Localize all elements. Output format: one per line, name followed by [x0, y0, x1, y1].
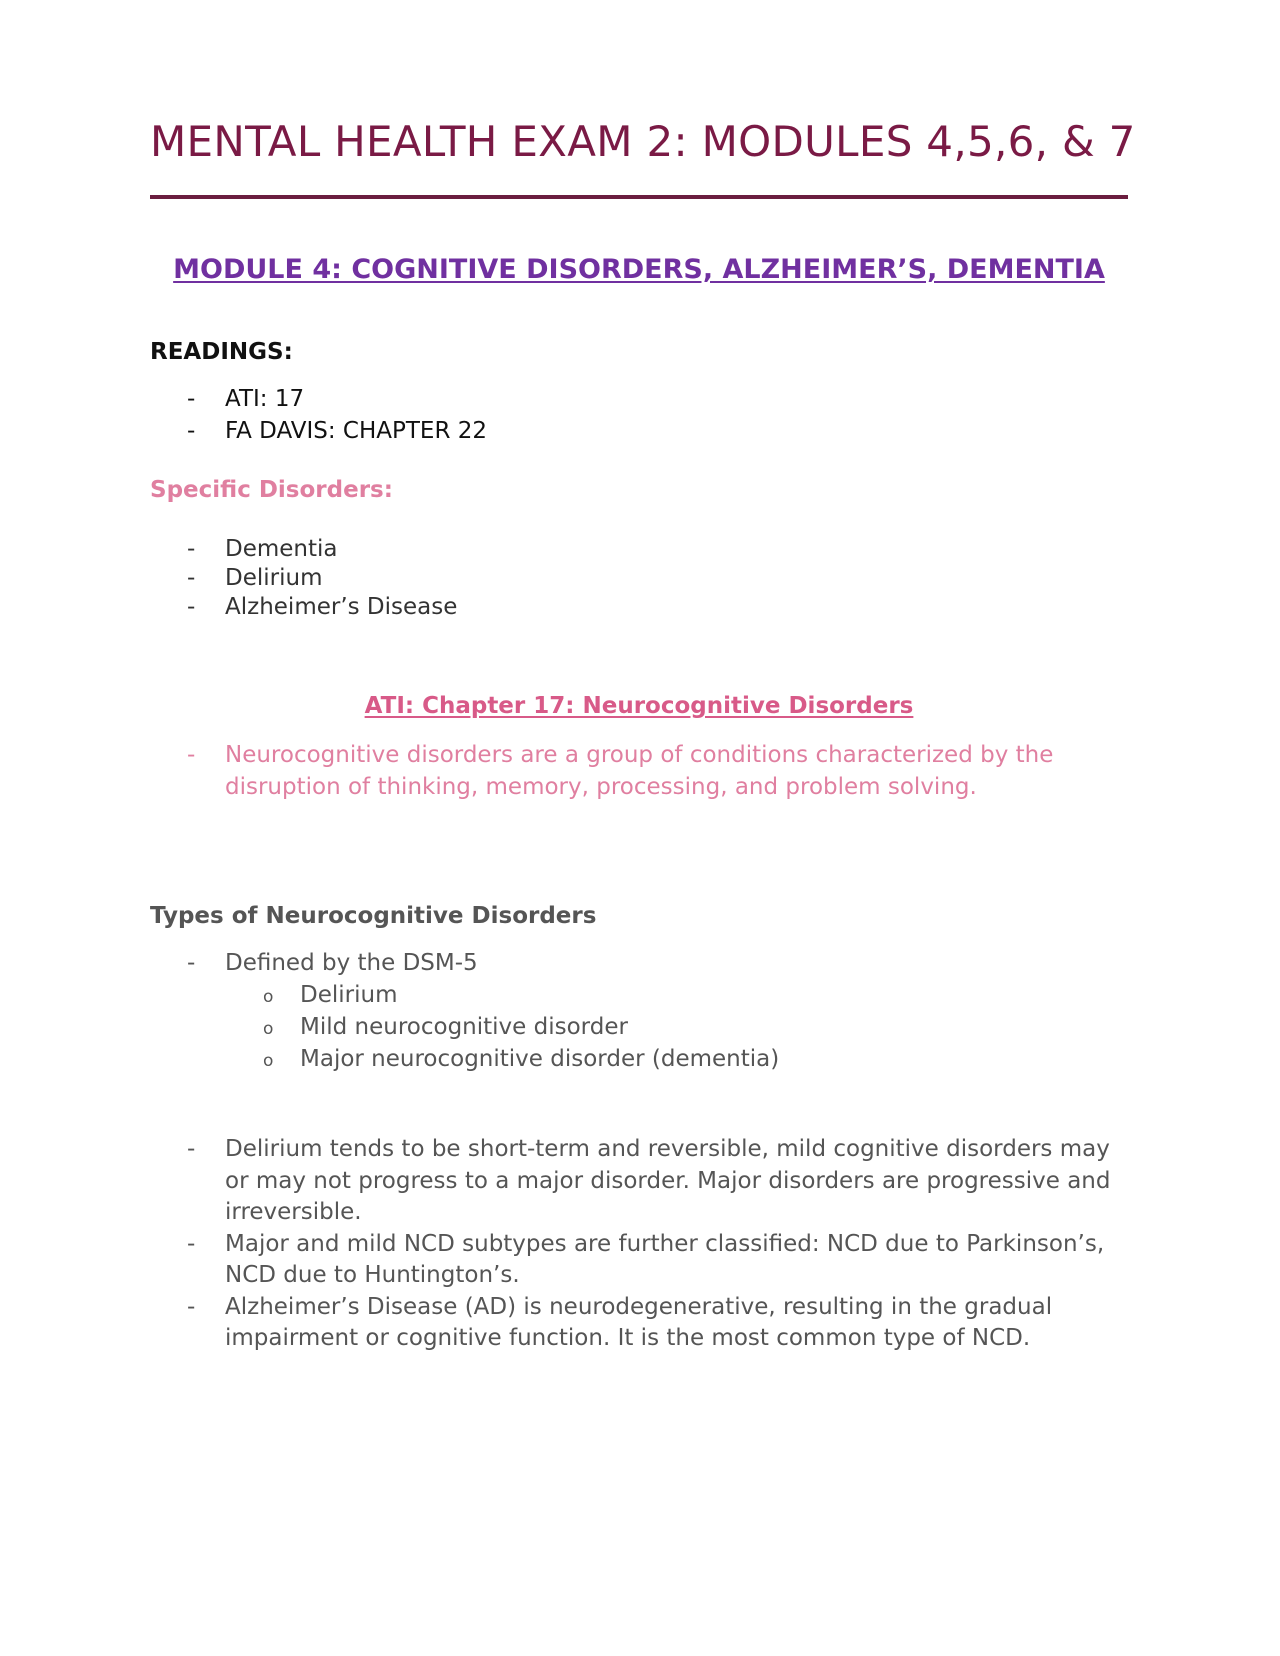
dash-bullet: - — [187, 565, 196, 591]
readings-list — [150, 383, 1128, 447]
disorder-item: Dementia — [225, 536, 338, 562]
list-item — [150, 593, 1128, 622]
defined-by-text: Defined by the DSM-5 — [225, 950, 478, 976]
sub-list-item — [225, 1011, 1128, 1043]
circle-bullet-icon: o — [263, 1019, 274, 1039]
list-item — [150, 1292, 1128, 1355]
sub-list-item — [225, 1043, 1128, 1075]
types-list — [150, 947, 1128, 1075]
list-item — [150, 739, 1128, 803]
circle-bullet-icon: o — [263, 1051, 274, 1071]
module-heading: MODULE 4: COGNITIVE DISORDERS, ALZHEIMER’S, DEMENTIA — [173, 254, 1105, 285]
reading-item: ATI: 17 — [225, 386, 305, 412]
reading-item: FA DAVIS: CHAPTER 22 — [225, 418, 488, 444]
note-text: Alzheimer’s Disease (AD) is neurodegenerative, resulting in the gradual impairment or cognitive function. It is the most common type of NCD. — [225, 1293, 1053, 1351]
dash-bullet: - — [187, 594, 196, 620]
note-text: Delirium tends to be short-term and reversible, mild cognitive disorders may or may not progress to a major disorder. Major disorders are progressive and irreversible. — [225, 1136, 1111, 1225]
list-item — [150, 1134, 1128, 1229]
subitem-text: Major neurocognitive disorder (dementia) — [300, 1046, 780, 1072]
list-item — [150, 1229, 1128, 1292]
title-divider — [150, 195, 1128, 199]
dash-bullet: - — [187, 1230, 196, 1257]
specific-disorders-label: Specific Disorders: — [150, 477, 393, 503]
subitem-text: Delirium — [300, 982, 398, 1008]
list-item — [150, 415, 1128, 447]
notes-list — [150, 1134, 1128, 1355]
types-label: Types of Neurocognitive Disorders — [150, 903, 597, 929]
list-item — [150, 564, 1128, 593]
sub-list — [225, 979, 1128, 1075]
list-item — [150, 383, 1128, 415]
ati-chapter-list — [150, 739, 1128, 803]
dash-bullet: - — [187, 742, 196, 768]
dash-bullet: - — [187, 386, 196, 412]
document-title: MENTAL HEALTH EXAM 2: MODULES 4,5,6, & 7 — [150, 117, 1136, 166]
note-text: Major and mild NCD subtypes are further classified: NCD due to Parkinson’s, NCD due to Huntington’s. — [225, 1230, 1105, 1288]
list-item — [150, 535, 1128, 564]
subitem-text: Mild neurocognitive disorder — [300, 1014, 628, 1040]
dash-bullet: - — [187, 950, 196, 976]
disorder-item: Delirium — [225, 565, 323, 591]
dash-bullet: - — [187, 536, 196, 562]
readings-label: READINGS: — [150, 339, 293, 365]
dash-bullet: - — [187, 418, 196, 444]
chapter-heading: ATI: Chapter 17: Neurocognitive Disorders — [364, 693, 914, 719]
sub-list-item — [225, 979, 1128, 1011]
dash-bullet: - — [187, 1293, 196, 1320]
disorder-item: Alzheimer’s Disease — [225, 594, 458, 620]
circle-bullet-icon: o — [263, 987, 274, 1007]
list-item — [150, 947, 1128, 1075]
definition-text: Neurocognitive disorders are a group of conditions characterized by the disruption of thinking, memory, processing, and problem solving. — [225, 742, 1054, 800]
specific-disorders-list — [150, 535, 1128, 622]
dash-bullet: - — [187, 1136, 196, 1162]
